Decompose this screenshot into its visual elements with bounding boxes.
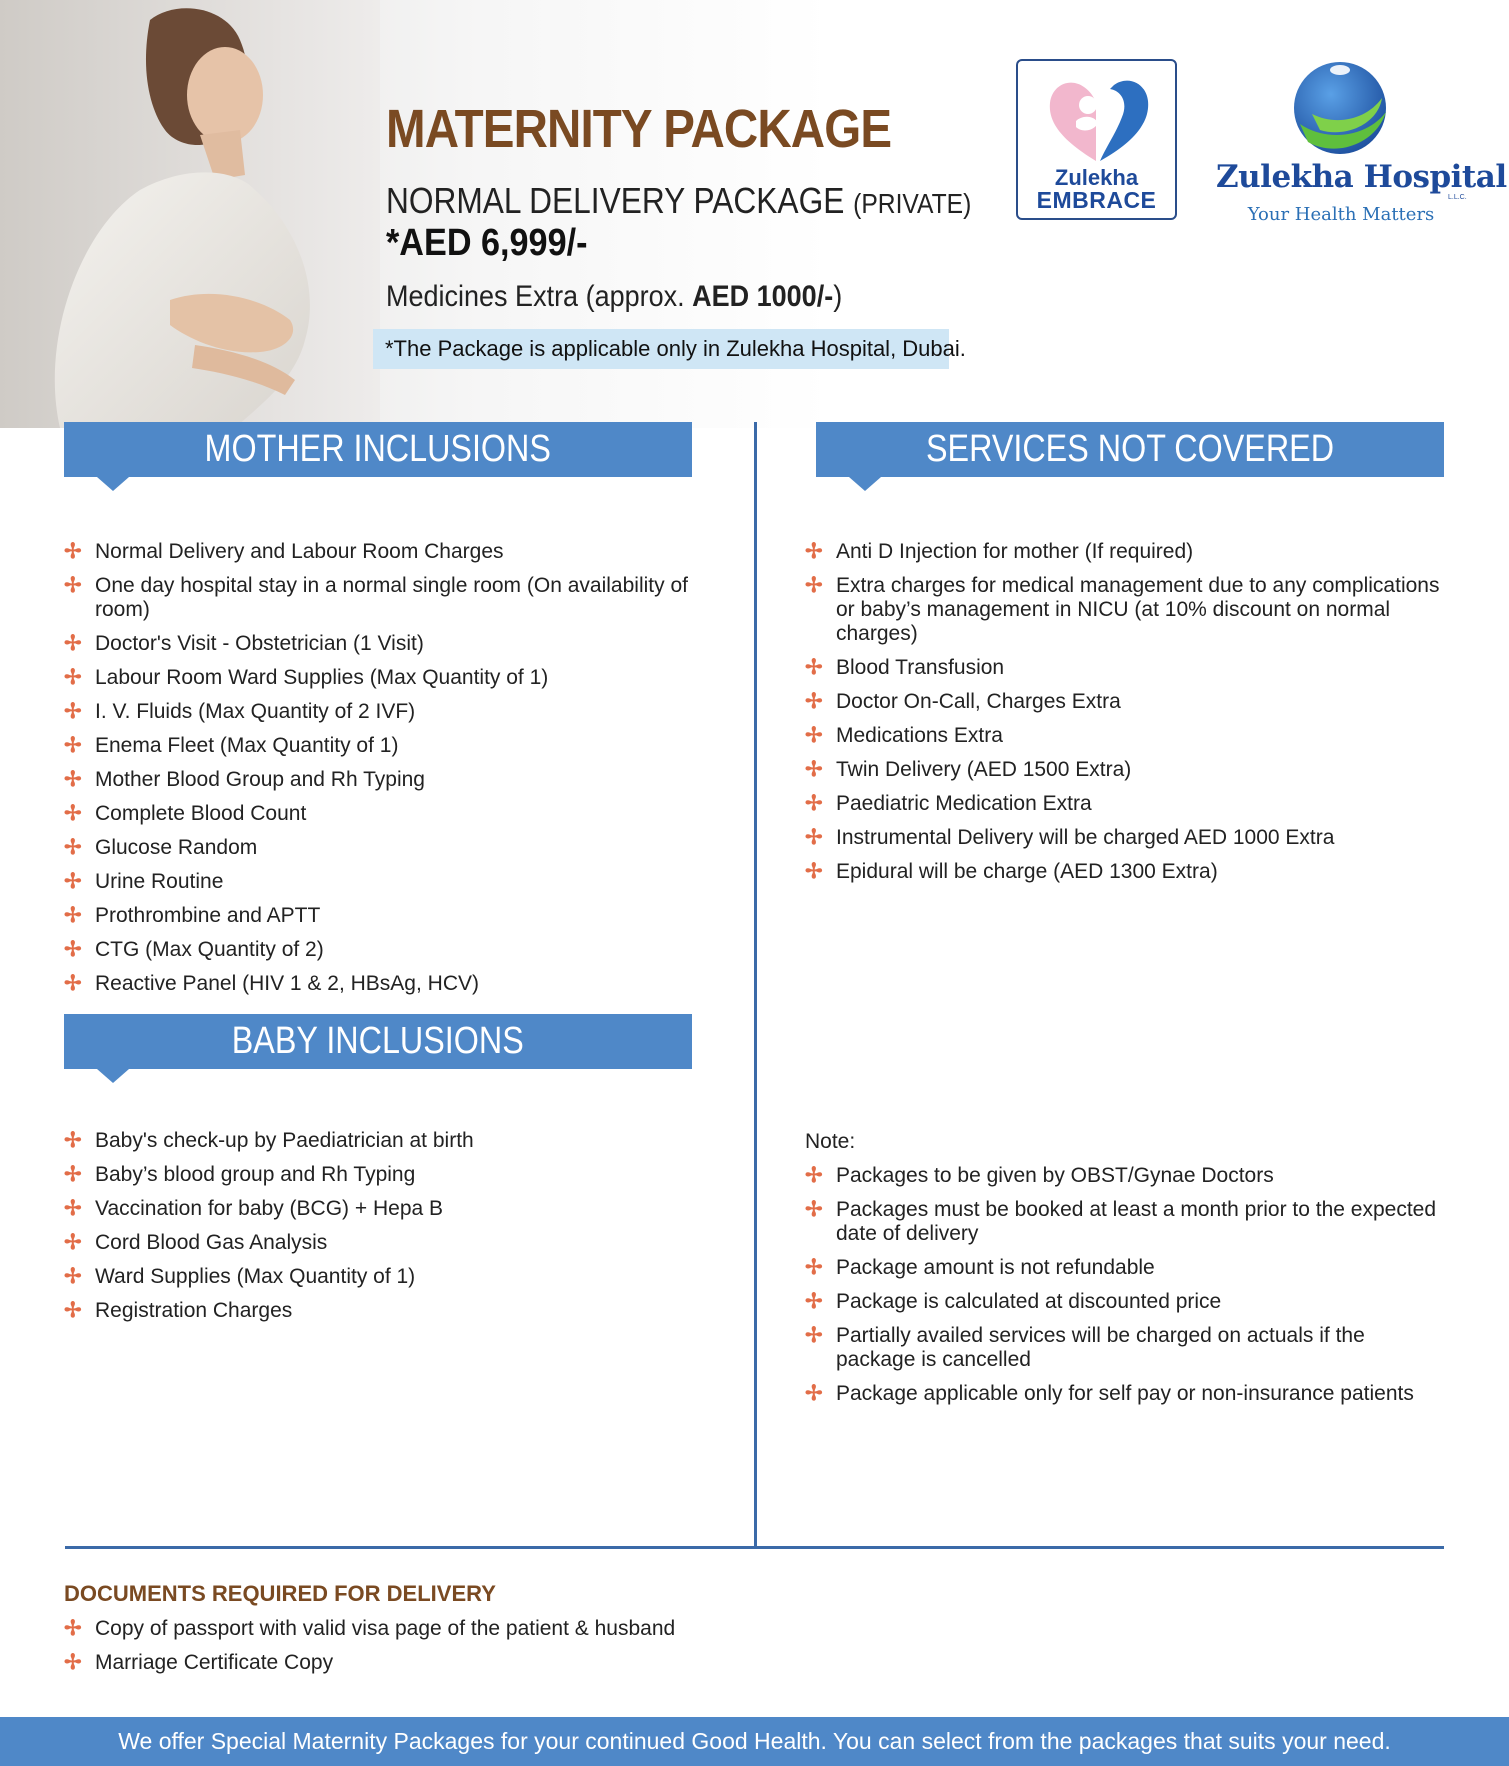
bullet-icon: ✢	[805, 860, 823, 883]
services-not-covered-heading	[816, 422, 1444, 477]
list-item: ✢ Registration Charges	[64, 1299, 293, 1322]
bullet-icon: ✢	[64, 972, 82, 995]
column-divider	[754, 422, 757, 1548]
bullet-icon: ✢	[64, 904, 82, 927]
package-name: NORMAL DELIVERY PACKAGE	[386, 180, 854, 221]
bullet-icon: ✢	[64, 1651, 82, 1674]
footer-banner: We offer Special Maternity Packages for your continued Good Health. You can select from the packages that suits your need.	[0, 1717, 1509, 1766]
embrace-logo-line2: EMBRACE	[1036, 187, 1157, 213]
documents-heading: DOCUMENTS REQUIRED FOR DELIVERY	[64, 1581, 496, 1606]
medicines-suffix: )	[833, 280, 843, 313]
list-item: ✢ Labour Room Ward Supplies (Max Quantity of 1)	[64, 666, 549, 689]
bullet-icon: ✢	[64, 1129, 82, 1152]
list-item: ✢ Doctor On-Call, Charges Extra	[805, 690, 1121, 713]
bullet-icon: ✢	[64, 540, 82, 563]
bullet-icon: ✢	[805, 1382, 823, 1405]
list-item: ✢ Extra charges for medical management due to any complications or baby’s management in NICU (at 10% discount on normal charges)	[805, 574, 1440, 645]
notes-list	[805, 1164, 1445, 1416]
list-item: ✢ Ward Supplies (Max Quantity of 1)	[64, 1265, 416, 1288]
documents-list	[64, 1617, 964, 1685]
medicines-extra	[386, 280, 842, 314]
bullet-icon: ✢	[64, 734, 82, 757]
list-item: ✢ Doctor's Visit - Obstetrician (1 Visit)	[64, 632, 424, 655]
list-item: ✢ Anti D Injection for mother (If required)	[805, 540, 1194, 563]
baby-inclusions-title: BABY INCLUSIONS	[231, 1020, 525, 1062]
bullet-icon: ✢	[805, 1198, 823, 1221]
list-item: ✢ Normal Delivery and Labour Room Charges	[64, 540, 504, 563]
list-item: ✢ Glucose Random	[64, 836, 258, 859]
bullet-icon: ✢	[805, 826, 823, 849]
bullet-icon: ✢	[64, 1617, 82, 1640]
list-item: ✢ Complete Blood Count	[64, 802, 307, 825]
bullet-icon: ✢	[64, 666, 82, 689]
list-item: ✢ Mother Blood Group and Rh Typing	[64, 768, 425, 791]
hospital-tagline: Your Health Matters	[1247, 204, 1435, 225]
embrace-logo	[1016, 59, 1177, 220]
bullet-icon: ✢	[64, 938, 82, 961]
list-item: ✢ CTG (Max Quantity of 2)	[64, 938, 324, 961]
list-item: ✢ Urine Routine	[64, 870, 224, 893]
package-subtitle	[386, 180, 971, 222]
medicines-prefix: Medicines Extra (approx.	[386, 280, 693, 313]
bullet-icon: ✢	[64, 1265, 82, 1288]
heading-notch	[97, 1069, 129, 1083]
list-item: ✢ Marriage Certificate Copy	[64, 1651, 334, 1674]
list-item: ✢ Package amount is not refundable	[805, 1256, 1155, 1279]
bullet-icon: ✢	[805, 1256, 823, 1279]
list-item: ✢ Vaccination for baby (BCG) + Hepa B	[64, 1197, 444, 1220]
list-item: ✢ Package is calculated at discounted price	[805, 1290, 1222, 1313]
list-item: ✢ One day hospital stay in a normal single room (On availability of room)	[64, 574, 688, 621]
list-item: ✢ Medications Extra	[805, 724, 1003, 747]
hospital-name: Zulekha Hospital	[1216, 159, 1507, 195]
list-item: ✢ Reactive Panel (HIV 1 & 2, HBsAg, HCV)	[64, 972, 479, 995]
page-title: MATERNITY PACKAGE	[386, 99, 892, 159]
bullet-icon: ✢	[64, 1231, 82, 1254]
list-item: ✢ Packages must be booked at least a month prior to the expected date of delivery	[805, 1198, 1437, 1245]
list-item: ✢ Package applicable only for self pay or non-insurance patients	[805, 1382, 1414, 1405]
list-item: ✢ Prothrombine and APTT	[64, 904, 321, 927]
bullet-icon: ✢	[805, 758, 823, 781]
list-item: ✢ Copy of passport with valid visa page of the patient & husband	[64, 1617, 676, 1640]
bullet-icon: ✢	[805, 574, 823, 597]
bullet-icon: ✢	[805, 1324, 823, 1347]
section-divider	[65, 1546, 1444, 1549]
embrace-logo-line1: Zulekha	[1054, 165, 1139, 190]
bullet-icon: ✢	[64, 802, 82, 825]
baby-inclusions-list	[64, 1129, 724, 1333]
bullet-icon: ✢	[805, 656, 823, 679]
baby-inclusions-heading	[64, 1014, 692, 1069]
package-price: *AED 6,999/-	[386, 222, 588, 264]
bullet-icon: ✢	[64, 700, 82, 723]
list-item: ✢ Baby's check-up by Paediatrician at birth	[64, 1129, 474, 1152]
heading-notch	[849, 477, 881, 491]
note-label: Note:	[805, 1130, 856, 1153]
services-not-covered-title: SERVICES NOT COVERED	[925, 428, 1335, 470]
list-item: ✢ Instrumental Delivery will be charged AED 1000 Extra	[805, 826, 1335, 849]
package-type: (PRIVATE)	[853, 188, 972, 219]
list-item: ✢ Blood Transfusion	[805, 656, 1005, 679]
medicines-amount: AED 1000/-	[692, 280, 834, 313]
services-not-covered-list	[805, 540, 1445, 894]
pregnant-woman-photo	[0, 0, 380, 428]
mother-inclusions-list	[64, 540, 724, 1006]
globe-swoosh-icon	[1216, 54, 1466, 159]
bullet-icon: ✢	[64, 836, 82, 859]
bullet-icon: ✢	[805, 792, 823, 815]
hospital-logo	[1216, 54, 1507, 234]
list-item: ✢ Paediatric Medication Extra	[805, 792, 1092, 815]
mother-inclusions-heading	[64, 422, 692, 477]
bullet-icon: ✢	[805, 1290, 823, 1313]
list-item: ✢ Partially availed services will be charged on actuals if the package is cancelled	[805, 1324, 1365, 1371]
bullet-icon: ✢	[805, 1164, 823, 1187]
bullet-icon: ✢	[64, 1299, 82, 1322]
bullet-icon: ✢	[805, 540, 823, 563]
bullet-icon: ✢	[805, 724, 823, 747]
list-item: ✢ Cord Blood Gas Analysis	[64, 1231, 328, 1254]
mother-inclusions-title: MOTHER INCLUSIONS	[204, 428, 552, 470]
bullet-icon: ✢	[64, 574, 82, 597]
list-item: ✢ Baby’s blood group and Rh Typing	[64, 1163, 416, 1186]
heading-notch	[97, 477, 129, 491]
hospital-llc: L.L.C.	[1448, 194, 1467, 201]
bullet-icon: ✢	[64, 870, 82, 893]
list-item: ✢ Enema Fleet (Max Quantity of 1)	[64, 734, 399, 757]
bullet-icon: ✢	[64, 632, 82, 655]
list-item: ✢ I. V. Fluids (Max Quantity of 2 IVF)	[64, 700, 416, 723]
bullet-icon: ✢	[64, 1197, 82, 1220]
mother-child-heart-icon	[1018, 61, 1179, 171]
bullet-icon: ✢	[64, 768, 82, 791]
bullet-icon: ✢	[805, 690, 823, 713]
list-item: ✢ Packages to be given by OBST/Gynae Doctors	[805, 1164, 1274, 1187]
list-item: ✢ Epidural will be charge (AED 1300 Extra)	[805, 860, 1218, 883]
list-item: ✢ Twin Delivery (AED 1500 Extra)	[805, 758, 1132, 781]
applicability-note: *The Package is applicable only in Zulekha Hospital, Dubai.	[373, 329, 949, 369]
bullet-icon: ✢	[64, 1163, 82, 1186]
